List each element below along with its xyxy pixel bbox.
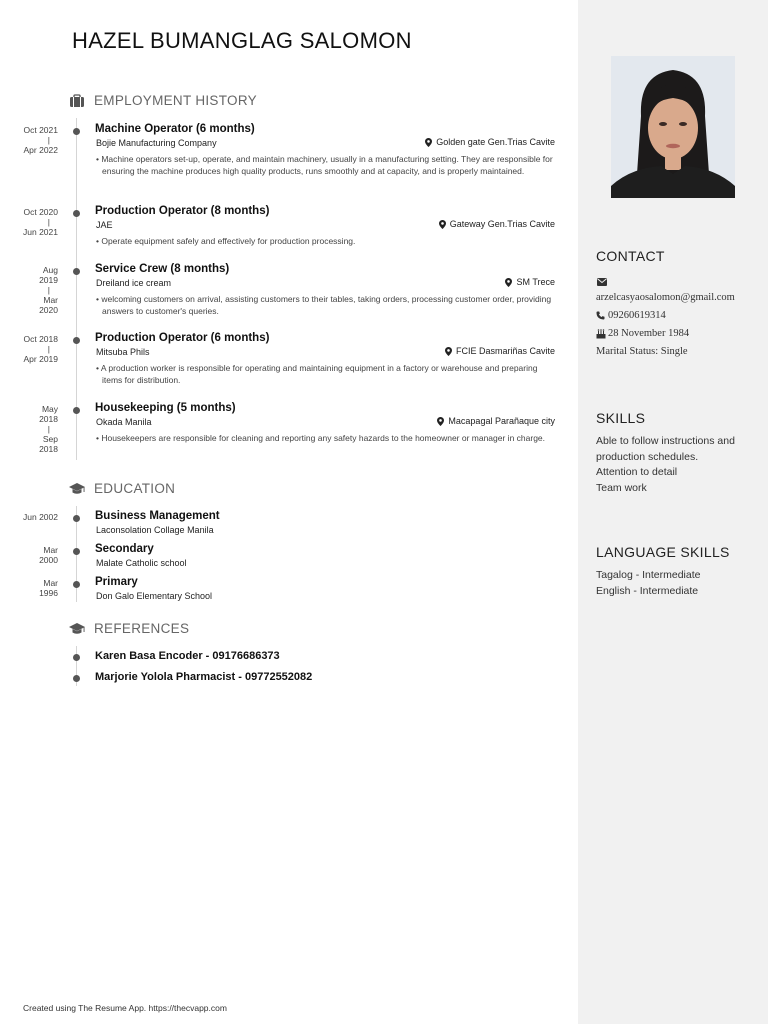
- job-title: Machine Operator (6 months): [95, 123, 255, 135]
- job-location: Macapagal Parañaque city: [437, 416, 555, 426]
- job-description: • Operate equipment safely and effectively for production processing.: [96, 236, 356, 246]
- job-description: • Housekeepers are responsible for cleaning and reporting any safety hazards to the homeowner or manager in charge.: [96, 433, 546, 443]
- contact-marital-status: Marital Status: Single: [596, 346, 688, 357]
- company-name: Mitsuba Phils: [96, 347, 150, 357]
- graduation-cap-icon: [68, 482, 86, 496]
- language-item: English - Intermediate: [596, 584, 699, 597]
- job-location: Gateway Gen.Trias Cavite: [439, 219, 555, 229]
- location-pin-icon: [505, 278, 512, 287]
- job-description: • Machine operators set-up, operate, and maintain machinery, usually in a manufacturing setting. They are responsible for ensuring the machine produces high quality products, runs smoothly and at capacity, and is properly maintained.: [96, 154, 553, 176]
- job-location: SM Trece: [505, 277, 555, 287]
- school-name: Laconsolation Collage Manila: [96, 525, 214, 535]
- degree-title: Primary: [95, 576, 138, 588]
- job-description: • A production worker is responsible for operating and maintaining equipment in a factory or warehouse and preparing items for distribution.: [96, 363, 538, 385]
- reference-item: Marjorie Yolola Pharmacist - 09772552082: [95, 671, 313, 683]
- timeline-dot: [73, 581, 80, 588]
- company-name: Okada Manila: [96, 417, 152, 427]
- education-heading-label: EDUCATION: [94, 481, 176, 496]
- employment-section-heading: [68, 93, 257, 108]
- company-name: JAE: [96, 220, 113, 230]
- language-item: Tagalog - Intermediate: [596, 569, 701, 581]
- employment-dates: Oct 2018 | Apr 2019: [23, 334, 58, 364]
- timeline-dot: [73, 268, 80, 275]
- education-section-heading: [68, 481, 175, 496]
- phone-icon: [596, 311, 605, 320]
- references-heading-label: REFERENCES: [94, 621, 190, 636]
- education-date: Mar 1996: [39, 578, 58, 598]
- location-pin-icon: [439, 220, 446, 229]
- job-title: Production Operator (6 months): [95, 332, 270, 344]
- candidate-name: HAZEL BUMANGLAG SALOMON: [72, 28, 412, 53]
- timeline-dot: [73, 128, 80, 135]
- job-description: • welcoming customers on arrival, assisting customers to their tables, taking orders, processing customer order, providing answers to customer's queries.: [96, 294, 552, 316]
- skill-item: Attention to detail: [596, 466, 678, 478]
- degree-title: Business Management: [95, 510, 220, 522]
- timeline-dot: [73, 407, 80, 414]
- language-list: [596, 568, 700, 599]
- references-section-heading: [68, 621, 189, 636]
- company-name: Bojie Manufacturing Company: [96, 138, 217, 148]
- timeline-dot: [73, 210, 80, 217]
- timeline-dot: [73, 675, 80, 682]
- education-date: Jun 2002: [23, 512, 58, 522]
- contact-email[interactable]: arzelcasyaosalomon@gmail.com: [596, 292, 735, 303]
- job-title: Production Operator (8 months): [95, 205, 270, 217]
- skills-heading: SKILLS: [596, 410, 646, 426]
- birthday-cake-icon: [596, 329, 606, 339]
- graduation-cap-icon: [68, 622, 86, 636]
- education-date: Mar 2000: [39, 545, 58, 565]
- skill-item: Team work: [596, 481, 647, 494]
- briefcase-icon: [68, 94, 86, 108]
- contact-birthday: 28 November 1984: [596, 326, 689, 342]
- job-location: Golden gate Gen.Trias Cavite: [425, 137, 555, 147]
- employment-dates: Aug 2019 | Mar 2020: [39, 265, 58, 315]
- skills-list: [596, 434, 756, 496]
- language-skills-heading: LANGUAGE SKILLS: [596, 544, 730, 560]
- contact-heading: CONTACT: [596, 248, 665, 264]
- footer-credit: Created using The Resume App. https://thecvapp.com: [23, 1003, 227, 1013]
- degree-title: Secondary: [95, 543, 154, 555]
- timeline-dot: [73, 515, 80, 522]
- timeline-dot: [73, 337, 80, 344]
- employment-dates: Oct 2021 | Apr 2022: [23, 125, 58, 155]
- envelope-icon: [597, 273, 607, 291]
- timeline-dot: [73, 548, 80, 555]
- employment-heading-label: EMPLOYMENT HISTORY: [94, 93, 257, 108]
- contact-phone: 09260619314: [596, 308, 666, 324]
- location-pin-icon: [437, 417, 444, 426]
- location-pin-icon: [445, 347, 452, 356]
- timeline-dot: [73, 654, 80, 661]
- company-name: Dreiland ice cream: [96, 278, 172, 288]
- job-title: Housekeeping (5 months): [95, 402, 236, 414]
- employment-dates: May 2018 | Sep 2018: [39, 404, 58, 454]
- reference-item: Karen Basa Encoder - 09176686373: [95, 650, 280, 662]
- job-location: FCIE Dasmariñas Cavite: [445, 346, 555, 356]
- skill-item: Able to follow instructions and production schedules.: [596, 435, 735, 463]
- location-pin-icon: [425, 138, 432, 147]
- profile-photo: [611, 56, 735, 198]
- school-name: Don Galo Elementary School: [96, 591, 213, 601]
- school-name: Malate Catholic school: [96, 558, 187, 568]
- job-title: Service Crew (8 months): [95, 263, 230, 275]
- employment-dates: Oct 2020 | Jun 2021: [23, 207, 58, 237]
